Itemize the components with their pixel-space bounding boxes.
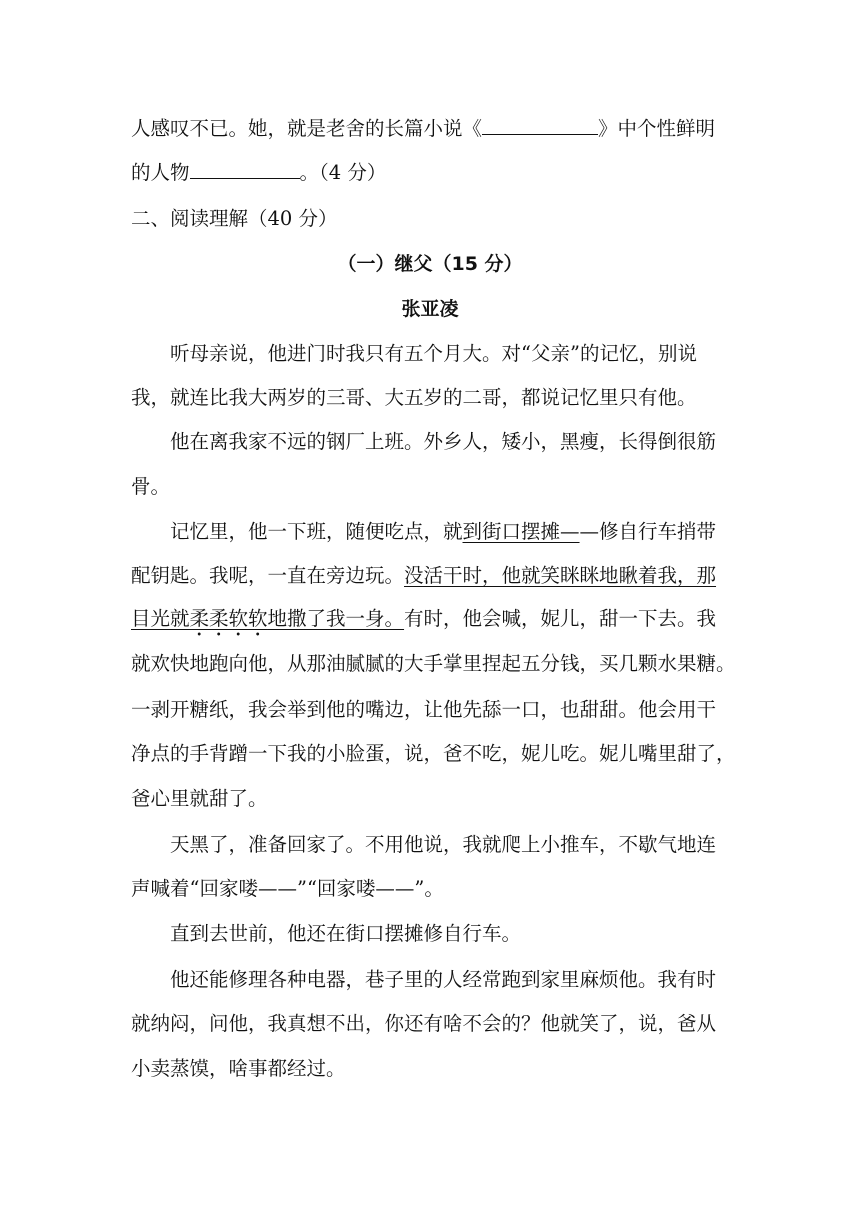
underlined-sentence: 没活干时，他就笑眯眯地瞅着我，那 (404, 564, 717, 587)
paragraph-line: 声喊着“回家喽——”“回家喽——”。 (131, 877, 444, 900)
question-line-2 (131, 159, 731, 187)
paragraph-line (131, 562, 731, 590)
section-title: 二、阅读理解（40 分） (131, 207, 338, 230)
underlined-sentence: 目光就 (131, 607, 190, 630)
paragraph-line: 我，就连比我大两岁的三哥、大五岁的二哥，都说记忆里只有他。 (131, 386, 697, 409)
paragraph-line: 爸心里就甜了。 (131, 787, 268, 810)
passage-author: 张亚凌 (401, 298, 459, 320)
question-text: 的人物 (131, 161, 190, 184)
paragraph-line (131, 605, 731, 641)
paragraph-line (131, 518, 770, 546)
paragraph-line: 净点的手背蹭一下我的小脸蛋，说，爸不吃，妮儿吃。妮儿嘴里甜了， (131, 742, 736, 765)
text-run: 有时，他会喊，妮儿，甜一下去。我 (404, 607, 717, 630)
paragraph-line: 小卖蒸馍，啥事都经过。 (131, 1057, 346, 1080)
question-line-1 (131, 115, 731, 143)
text-run: —修自行车捎带 (579, 520, 717, 543)
paragraph-line: 听母亲说，他进门时我只有五个月大。对“父亲”的记忆，别说 (170, 342, 697, 365)
underlined-text: 到街口摆摊— (462, 520, 580, 543)
text-run: 记忆里，他一下班，随便吃点，就 (170, 520, 463, 543)
question-text: 》中个性鲜明 (598, 117, 716, 140)
answer-blank-character[interactable] (190, 160, 300, 179)
underlined-sentence: 地撒了我一身。 (267, 607, 405, 630)
question-score: 。（4 分） (299, 161, 387, 184)
passage-title: （一）继父（15 分） (337, 253, 523, 275)
dotted-emphasis-words: 柔柔软软 (189, 607, 268, 630)
paragraph-line: 他在离我家不远的钢厂上班。外乡人，矮小，黑瘦，长得倒很筋 (170, 430, 717, 453)
paragraph-line: 就欢快地跑向他，从那油腻腻的大手掌里捏起五分钱，买几颗水果糖。 (131, 652, 736, 675)
question-text: 人感叹不已。她，就是老舍的长篇小说《 (131, 117, 483, 140)
paragraph-line: 一剥开糖纸，我会举到他的嘴边，让他先舔一口，也甜甜。他会用干 (131, 698, 717, 721)
paragraph-line: 天黑了，准备回家了。不用他说，我就爬上小推车，不歇气地连 (170, 833, 717, 856)
answer-blank-novel[interactable] (482, 116, 598, 135)
text-run: 配钥匙。我呢，一直在旁边玩。 (131, 564, 405, 587)
paragraph-line: 骨。 (131, 475, 171, 498)
paragraph-line: 就纳闷，问他，我真想不出，你还有啥不会的？他就笑了，说，爸从 (131, 1012, 717, 1035)
paragraph-line: 他还能修理各种电器，巷子里的人经常跑到家里麻烦他。我有时 (170, 968, 717, 991)
paragraph-line: 直到去世前，他还在街口摆摊修自行车。 (170, 922, 522, 945)
